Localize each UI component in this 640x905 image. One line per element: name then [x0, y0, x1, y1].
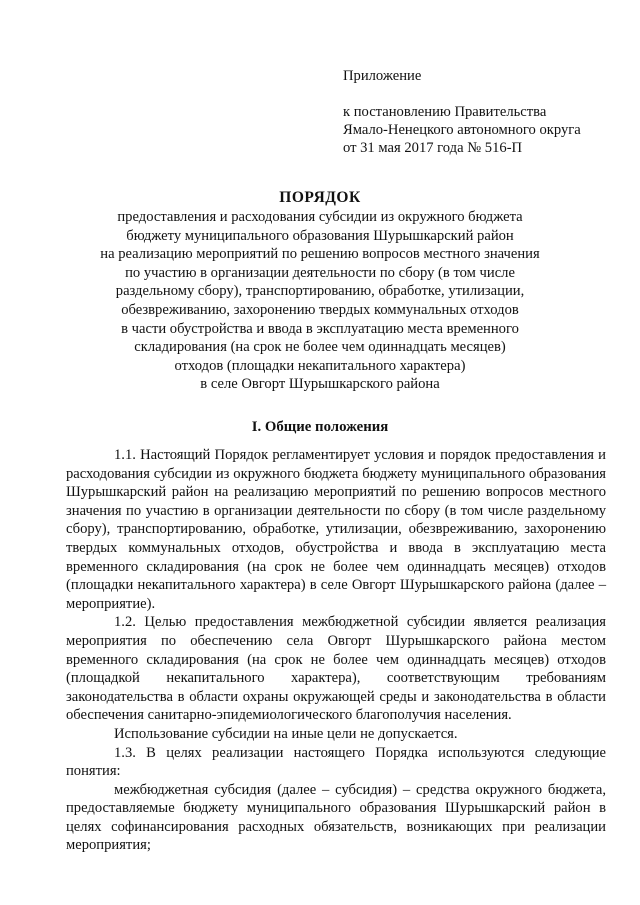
appendix-ref-line: к постановлению Правительства [343, 104, 547, 120]
section-body [66, 446, 606, 855]
paragraph: 1.1. Настоящий Порядок регламентирует условия и порядок предоставления и расходования субсидии из окружного бюджета бюджету муниципального образования Шурышкарский район на реализацию мероприятий по решению вопросов местного значения по участию в организации деятельности по сбору (в том числе раздельному сбору), транспортированию, обработке, утилизации, обезвреживанию, захоронению твердых коммунальных отходов, обустройства и ввода в эксплуатацию места временного складирования (на срок не более чем одиннадцать месяцев) отходов (площадки некапитального характера) в селе Овгорт Шурышкарского района (далее – мероприятие). [66, 447, 606, 612]
appendix-reference [343, 103, 613, 157]
document-subtitle [60, 208, 580, 394]
appendix-ref-line: Ямало-Ненецкого автономного округа [343, 122, 581, 138]
subtitle-line: в части обустройства и ввода в эксплуатацию места временного [121, 320, 519, 337]
paragraph: межбюджетная субсидия (далее – субсидия) – средства окружного бюджета, предоставляемые бюджету муниципального образования Шурышкарский район в целях софинансирования расходных обязательств, возникающих при реализации мероприятия; [66, 781, 606, 854]
paragraph: 1.3. В целях реализации настоящего Порядка используются следующие понятия: [66, 744, 606, 780]
subtitle-line: в селе Овгорт Шурышкарского района [200, 376, 440, 393]
paragraph: Использование субсидии на иные цели не допускается. [114, 725, 458, 742]
subtitle-line: по участию в организации деятельности по сбору (в том числе [125, 264, 515, 281]
subtitle-line: обезвреживанию, захоронению твердых коммунальных отходов [121, 301, 519, 318]
subtitle-line: складирования (на срок не более чем одиннадцать месяцев) [134, 339, 506, 356]
appendix-label: Приложение [343, 68, 422, 84]
subtitle-line: отходов (площадки некапитального характера) [174, 357, 466, 374]
subtitle-line: раздельному сбору), транспортированию, обработке, утилизации, [115, 283, 525, 300]
section-heading: I. Общие положения [251, 419, 389, 435]
appendix-ref-line: от 31 мая 2017 года № 516-П [343, 140, 523, 156]
subtitle-line: предоставления и расходования субсидии из окружного бюджета [117, 209, 523, 225]
subtitle-line: на реализацию мероприятий по решению вопросов местного значения [100, 246, 540, 263]
subtitle-line: бюджету муниципального образования Шурышкарский район [126, 227, 514, 244]
document-title: ПОРЯДОК [279, 189, 361, 206]
paragraph: 1.2. Целью предоставления межбюджетной субсидии является реализация мероприятия по обеспечению села Овгорт Шурышкарского района местом временного складирования (на срок не более чем одиннадцать месяцев) отходов (площадкой некапитального характера), соответствующим требованиям законодательства в области охраны окружающей среды и законодательства в области обеспечения санитарно-эпидемиологического благополучия населения. [66, 614, 606, 724]
